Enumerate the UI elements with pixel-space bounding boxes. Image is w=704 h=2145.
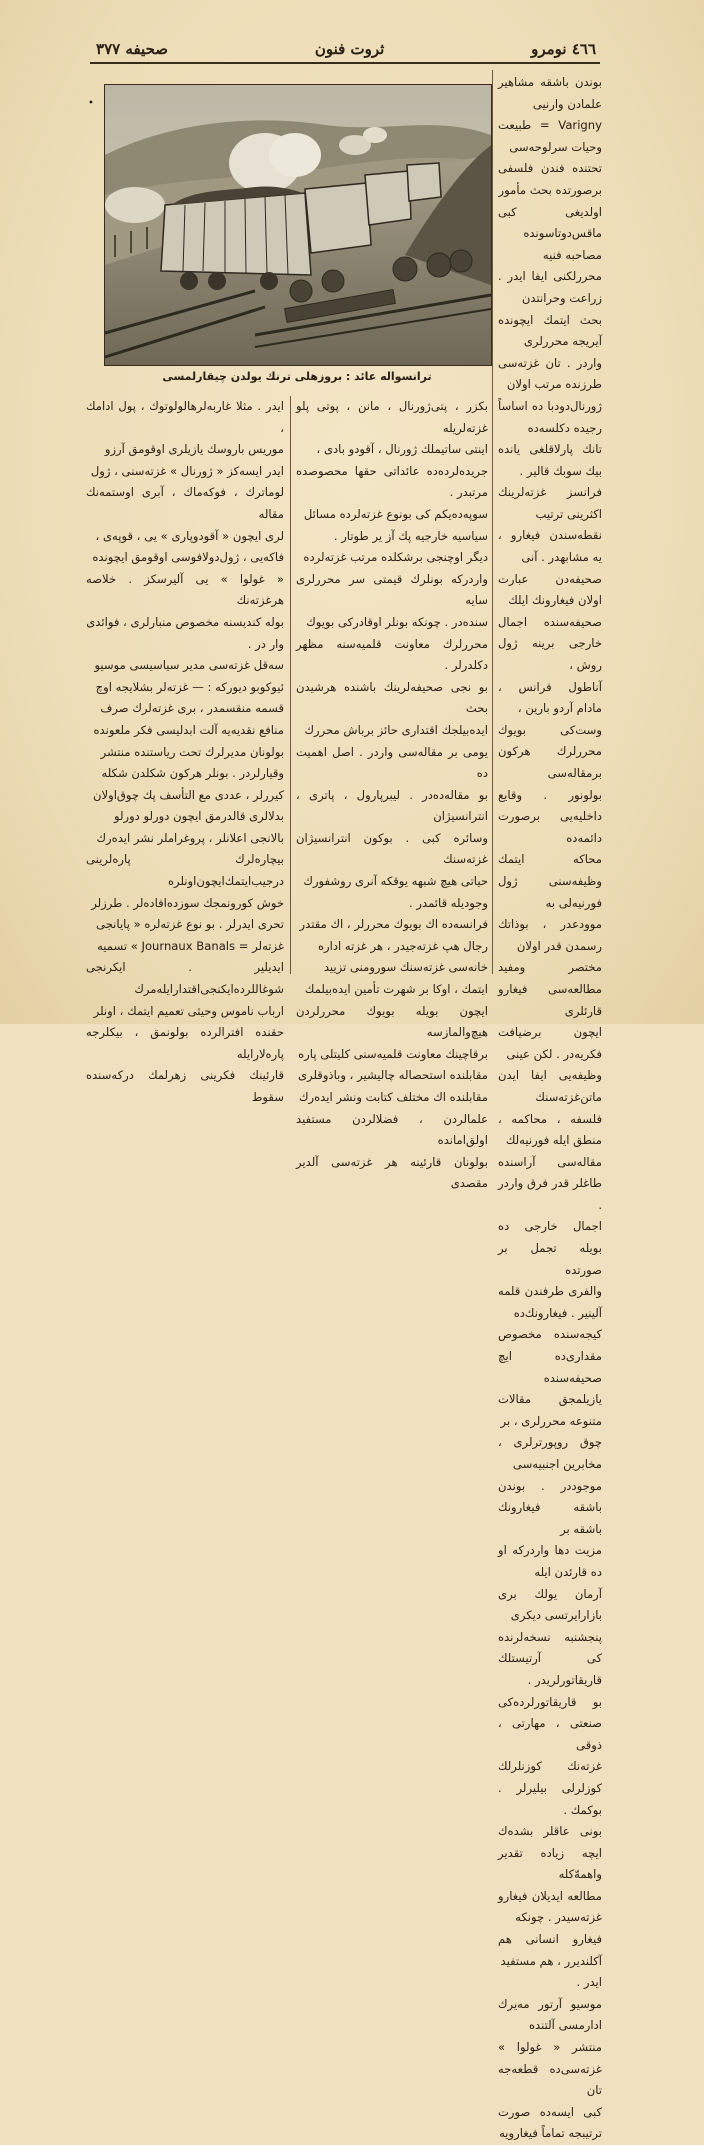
text-line: خانه‌سی غزته‌سنك سورومنی تزیید: [323, 960, 488, 975]
text-line: نقطه‌سندن فیغارو ، یه مشابهدر . آنی: [498, 528, 602, 565]
text-line: موسیو آرتور مه‌یرك ادارمسی آلتنده: [498, 1996, 602, 2033]
header-rule: [90, 62, 600, 64]
text-line: غزته‌لر = Journaux Banals » تسمیه: [97, 938, 284, 953]
text-line: ایتمك ، اوکا بر شهرت تأمین ایده‌بیلمك: [304, 982, 488, 997]
text-line: ایدر ایسه‌کز « ژورنال » غزته‌سنی ، ژول: [90, 463, 284, 478]
text-line: مختصر ومفید مطالعه‌سی فیغارو قارئلری: [498, 960, 602, 1018]
text-line: ایدیلیر . ایکرنجی شوغاللرده‌ایکنجی‌اقتدار‌ایله‌مرك: [86, 960, 284, 997]
text-line: منتشر « غولوا » غزته‌سی‌ده قطعه‌جه تان: [498, 2040, 602, 2098]
text-line: ایچون برضیافت فکریه‌در . لکن عینی: [498, 1025, 602, 1061]
text-line: موریس باروسك یازیلری اوقومق آرزو: [104, 442, 284, 457]
text-line: اجمال خارجی ده بویله تجمل بر صورتده: [498, 1219, 602, 1277]
text-line: خوش کورونمجك سوزده‌افاده‌لر . طرزلر: [91, 895, 284, 910]
text-line: بالانجی اعلانلر ، پروغراملر نشر ایده‌رك: [96, 830, 284, 845]
page-number: صحیفه ٣٧٧: [96, 40, 168, 58]
text-line: فرانسه‌ده اك بویوك محررلر ، اك مقتدر: [299, 917, 488, 932]
text-line: ژورنال‌دودبا ده اساساً رجیده دکلسه‌ده: [498, 398, 602, 435]
text-line: منافع نقدیه‌یه آلت ابدلیسی فکر ملعونده: [93, 722, 284, 737]
text-line: ایدر .: [576, 1975, 602, 1990]
text-line: وسائره کبی . بوکون انترانسیژان غزته‌سنك: [296, 830, 488, 867]
text-line: فلسفه ، محاکمه ، منطق ایله فورنیه‌لك: [498, 1111, 602, 1148]
text-line: مزیت دها واردرکه او ده قارئدن ایله: [498, 1543, 602, 1579]
text-line: مطالعه ایدیلان فیغارو غزته‌سیدر . چونکه: [498, 1888, 602, 1925]
text-line: حقنده افترالرده بولونمق ، بیکلرجه پاره‌لار‌ایله: [86, 1025, 284, 1061]
text-line: قارئینك فکرینی زهرلمك درکه‌سنده سقوط: [86, 1068, 284, 1104]
text-line: تانك پارلاقلغی یانده بیك سوبك قالیر .: [498, 442, 602, 478]
illustration-train-derailment: [104, 84, 492, 366]
text-line: والفری طرفندن قلمه آلینیر . فیغارونك‌ده: [498, 1284, 602, 1320]
text-line: بو مقاله‌ده‌در . لیبرپارول ، پاتری ، انترانسیژان: [296, 787, 488, 824]
text-line: موجوددر . بوندن باشقه فیغارونك باشقه بر: [498, 1478, 602, 1536]
text-line: بونی عاقلر بشده‌ك ایچه زیاده تقدیر واهمهّ‌کله: [498, 1824, 602, 1882]
text-line: سیاسیه خارجیه پك آز یر طوتار .: [333, 528, 488, 543]
journal-title: ثروت فنون: [314, 40, 385, 58]
text-column-right: [498, 72, 602, 2141]
text-line: مقابلنده اك مختلف کتابت ونشر ایده‌رك: [298, 1090, 488, 1104]
text-line: سوپه‌ده‌یکم کی بونوع غزته‌لرده مسائل: [303, 506, 488, 521]
text-line: بوله کندیسنه مخصوص منبارلری ، فوائدی: [86, 614, 284, 629]
text-line: بولونان قارئینه هر غزته‌سی آلدیر مقصدی: [296, 1154, 488, 1191]
text-line: تحتنده فندن فلسفی برصورتده بحث مأمور: [498, 161, 602, 197]
text-line: بوندن باشقه مشاهیر علمادن وارنیی: [498, 75, 602, 111]
text-line: اولدیغی کبی ماقس‌دوتاسونده مصاحبه فنیه: [498, 204, 602, 262]
text-line: جرید‌ه‌لرده‌ده عائد‌اتی حقها محصوصده مرتبدر .: [296, 463, 488, 500]
text-line: کیررلر ، عددی مع التأسف پك چوق‌اولان: [92, 787, 284, 802]
text-line: « غولوا » یی آلیرسکز . خلاصه هرغزته‌نك: [86, 571, 284, 608]
text-line: حیاتی هیچ شبهه یوقکه آنری روشفورك: [303, 874, 488, 889]
illustration-caption: ترانسواله عائد : بروزهلی ترنك يولدن چيقارلمسی: [162, 370, 432, 383]
text-line: محررلرك معاونت قلمیه‌سنه مظهر دکلدرلر .: [296, 636, 488, 673]
train-illustration: [105, 85, 491, 365]
text-line: غزته‌نك کوزنلرلك کوزلرلی بیلیرلر . بوکمك .: [498, 1759, 602, 1817]
text-line: کیجه‌سنده مخصوص مقداری‌ده ایچ صحیفه‌سنده: [498, 1327, 602, 1385]
text-line: ایده‌بیلجك اقتداری حائز برباش محررك: [304, 722, 488, 737]
text-line: Varigny = طبیعت وحیات سرلوحه‌سی: [498, 118, 602, 154]
text-line: سه‌قل غزته‌سی مدیر سیاسیسی موسیو: [94, 658, 284, 673]
text-line: فرانسز غزته‌لرینك اکثرینی ترتیب: [498, 485, 602, 521]
text-line: ایچون بویله بویوك محررلردن هیچ‌والمازسه: [296, 1003, 488, 1040]
text-line: بو قاریقاتورلرده‌کی صنعتی ، مهارتی ، ذوقی: [498, 1694, 602, 1752]
text-line: واردر . تان غزته‌سی طرزنده مرتب اولان: [498, 355, 602, 392]
text-line: وقیارلردر . بونلر هرکون شکلدن شکله: [101, 766, 284, 781]
text-line: چوق روپورترلری ، مخابرین اجنبیه‌سی: [498, 1435, 602, 1471]
text-line: برقاچینك معاونت قلمیه‌سنی کلیتلی پاره: [298, 1046, 488, 1061]
text-line: بولونان مدیرلرك تحت ریاستنده منتشر: [100, 744, 284, 759]
column-divider-right: [492, 70, 493, 974]
text-line: بو نجی صحیفه‌لرینك باشنده هرشیدن بحث: [296, 679, 488, 716]
text-line: دیگر اوچنجی برشکلده مرتب غزته‌لرده: [303, 550, 488, 565]
text-line: محررلکنی ایفا ایدر . زراعت وحرانتدن: [498, 269, 602, 305]
text-line: سنده‌در . چونکه بونلر اوقادرکی بویوك: [306, 614, 488, 629]
text-column-middle: [296, 396, 488, 1191]
text-line: وجودیله قائمدر .: [409, 895, 488, 910]
text-line: فاکه‌یی ، ژول‌دولافوسی اوقومق ایچونده: [92, 550, 284, 565]
text-line: واردرکه بونلرك قیمتی سر محررلری سایه: [296, 571, 488, 608]
text-line: بیچاره‌لرك پاره‌لرینی درجیب‌ایتمك‌ایچون‌اونلره: [86, 852, 284, 889]
text-line: ئیوکوبو دیورکه : — غزته‌لر بشلایجه اوچ: [95, 679, 284, 694]
text-line: قسمه منقسمدر ، بری غزته‌لرك صرف: [100, 701, 284, 716]
text-line: فیغارو انسانی هم آکلندیرر ، هم مستفید: [498, 1932, 602, 1968]
text-line: علمالردن ، فضلالردن مستفید اولق‌امانده: [296, 1111, 488, 1148]
text-line: بکزر ، پتی‌ژورنال ، مانن ، پوتی پلو غزته‌لریله: [296, 399, 488, 435]
text-line: محاکه ایتمك وظیفه‌سنی ژول فورنیه‌لی به: [498, 852, 602, 910]
text-line: مقاله‌سی آراسنده طاغلر قدر فرق واردر .: [498, 1154, 602, 1212]
text-line: کبی ایسه‌ده صورت ترتیبجه تماماً فیغارویه: [498, 2104, 602, 2141]
text-line: یازیلمجق مقالات متنوعه محررلری ، بر: [498, 1392, 602, 1428]
text-line: وست‌کی بویوك محررلرك هرکون برمقاله‌سی: [498, 722, 602, 780]
text-line: صحیفه‌سنده اجمال خارجی برینه ژول روش ،: [498, 614, 602, 673]
page-header: [96, 38, 596, 60]
text-line: رجال هپ غزته‌جیدر ، هر غزته اداره: [317, 938, 488, 953]
text-line: ارباب ناموس وحیثی تعمیم ایتمك ، اونلر: [93, 1003, 284, 1018]
text-column-left: [86, 396, 284, 1104]
margin-mark: •: [88, 98, 94, 109]
issue-number: ٤٦٦ نومرو: [531, 40, 596, 58]
text-line: مقابلنده استحصاله چالیشیر ، وباذوقلری: [297, 1068, 488, 1083]
text-line: بدلالری قالدرمق ایچون دورلو دورلو: [113, 809, 284, 824]
text-line: وظیفه‌یی ایفا ایدن ماتن‌غزته‌سنك: [498, 1068, 602, 1104]
text-line: صحیفه‌دن عبارت اولان فیغارونك ایلك: [498, 571, 602, 608]
column-divider-left: [290, 396, 291, 974]
text-line: اینتی ساتیملك ژورنال ، آقودو بادی ،: [316, 442, 488, 457]
text-line: لری ایچون « آقودوپاری » یی ، قوپه‌ی ،: [95, 528, 284, 543]
text-line: پنجشنبه نسخه‌لرنده کی آرتیستلك قاریقاتورلریدر .: [498, 1629, 602, 1687]
text-line: ایدر . مثلا غاربه‌لرهالولوتوك ، پول ادامك ،: [86, 399, 284, 435]
text-line: آرمان یولك بری بازارایرتسی دیکری: [498, 1586, 602, 1623]
text-line: تحری ایدرلر . بو نوع غزته‌لره « پایانجی: [96, 917, 284, 932]
text-line: موودعدر ، بوذاتك رسمدن قدر اولان: [498, 917, 602, 953]
text-line: آناطول فرانس ، مادام آردو بارین ،: [498, 679, 602, 716]
text-line: لوماترك ، فوکه‌ماك ، آبری اوستمه‌نك مقاله: [86, 485, 284, 521]
text-line: وار در .: [247, 636, 284, 651]
text-line: بحث ایتمك ایچونده آیریجه محررلری: [498, 312, 602, 349]
text-line: بولونور . وقایع داخلیه‌یی برصورت دائمه‌ده: [498, 787, 602, 845]
text-line: یومی بر مقاله‌سی واردر . اصل اهمیت ده: [296, 744, 488, 781]
